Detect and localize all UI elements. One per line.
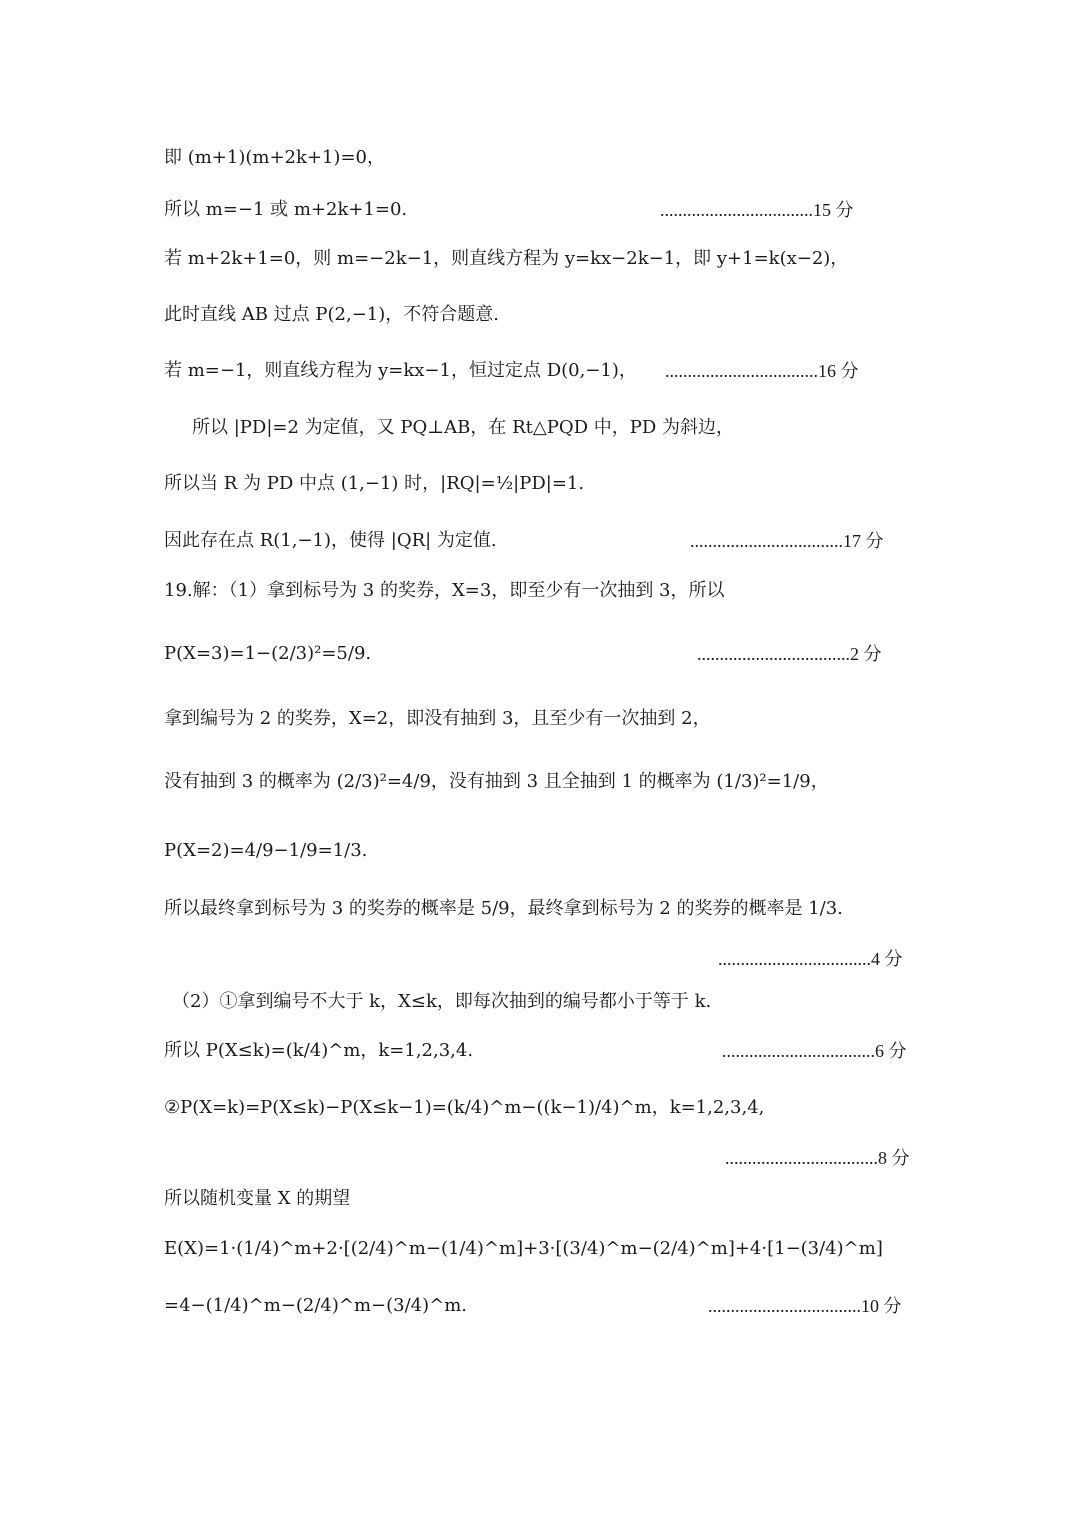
math-text: 所以 |PD|=2 为定值，又 PQ⊥AB，在 Rt△PQD 中，PD 为斜边， — [192, 417, 735, 438]
score-marker: ..................................6 分 — [722, 1041, 907, 1061]
math-text: 即 (m+1)(m+2k+1)=0， — [164, 147, 385, 168]
math-text: （2）①拿到编号不大于 k，X≤k，即每次抽到的编号都小于等于 k. — [172, 991, 712, 1012]
solution-line — [164, 710, 711, 728]
math-text: 若 m+2k+1=0，则 m=−2k−1，则直线方程为 y=kx−2k−1，即 y+1=k(x−2)， — [164, 248, 849, 269]
solution-line — [164, 645, 371, 663]
score-marker: ..................................15 分 — [660, 200, 854, 220]
solution-line — [164, 362, 637, 380]
math-text: P(X=3)=1−(2/3)²=5/9. — [164, 643, 372, 664]
math-text: 所以随机变量 X 的期望 — [164, 1188, 351, 1209]
solution-line — [164, 1042, 473, 1060]
math-text: 所以 m=−1 或 m+2k+1=0. — [164, 199, 408, 220]
score-marker: ..................................4 分 — [718, 949, 903, 969]
math-text: 所以当 R 为 PD 中点 (1,−1) 时，|RQ|=½|PD|=1. — [164, 473, 585, 494]
math-text: ②P(X=k)=P(X≤k)−P(X≤k−1)=(k/4)^m−((k−1)/4)^m，k=1,2,3,4, — [164, 1097, 765, 1118]
math-text: 所以最终拿到标号为 3 的奖券的概率是 5/9，最终拿到标号为 2 的奖券的概率是 1/3. — [164, 898, 843, 919]
solution-line — [164, 149, 385, 167]
solution-line — [164, 773, 829, 791]
solution-line — [172, 993, 711, 1011]
math-text: 因此存在点 R(1,−1)，使得 |QR| 为定值. — [164, 530, 497, 551]
score-marker: ..................................8 分 — [725, 1148, 910, 1168]
math-text: 所以 P(X≤k)=(k/4)^m，k=1,2,3,4. — [164, 1040, 474, 1061]
math-text: E(X)=1·(1/4)^m+2·[(2/4)^m−(1/4)^m]+3·[(3/4)^m−(2/4)^m]+4·[1−(3/4)^m] — [164, 1238, 883, 1259]
score-marker: ..................................16 分 — [665, 361, 859, 381]
problem-heading — [164, 582, 725, 600]
math-text: =4−(1/4)^m−(2/4)^m−(3/4)^m. — [164, 1295, 467, 1316]
solution-line — [164, 842, 367, 860]
solution-line — [164, 306, 499, 324]
solution-line — [164, 250, 848, 268]
math-text: 没有抽到 3 的概率为 (2/3)²=4/9，没有抽到 3 且全抽到 1 的概率为 (1/3)²=1/9， — [164, 771, 829, 792]
solution-line — [164, 532, 497, 550]
math-text: P(X=2)=4/9−1/9=1/3. — [164, 840, 368, 861]
math-text: 19.解：（1）拿到标号为 3 的奖券，X=3，即至少有一次抽到 3，所以 — [164, 580, 725, 601]
solution-line — [164, 475, 584, 493]
solution-line — [164, 1099, 764, 1117]
score-marker: ..................................17 分 — [690, 531, 884, 551]
solution-line — [164, 1297, 467, 1315]
solution-line — [192, 419, 734, 437]
solution-line — [164, 900, 843, 918]
score-marker: ..................................10 分 — [708, 1296, 902, 1316]
math-text: 若 m=−1，则直线方程为 y=kx−1，恒过定点 D(0,−1)， — [164, 360, 637, 381]
solution-line — [164, 1240, 883, 1258]
math-text: 拿到编号为 2 的奖券，X=2，即没有抽到 3，且至少有一次抽到 2， — [164, 708, 711, 729]
solution-line — [164, 1190, 350, 1208]
solution-line — [164, 201, 407, 219]
score-marker: ..................................2 分 — [697, 644, 882, 664]
math-text: 此时直线 AB 过点 P(2,−1)，不符合题意. — [164, 304, 499, 325]
